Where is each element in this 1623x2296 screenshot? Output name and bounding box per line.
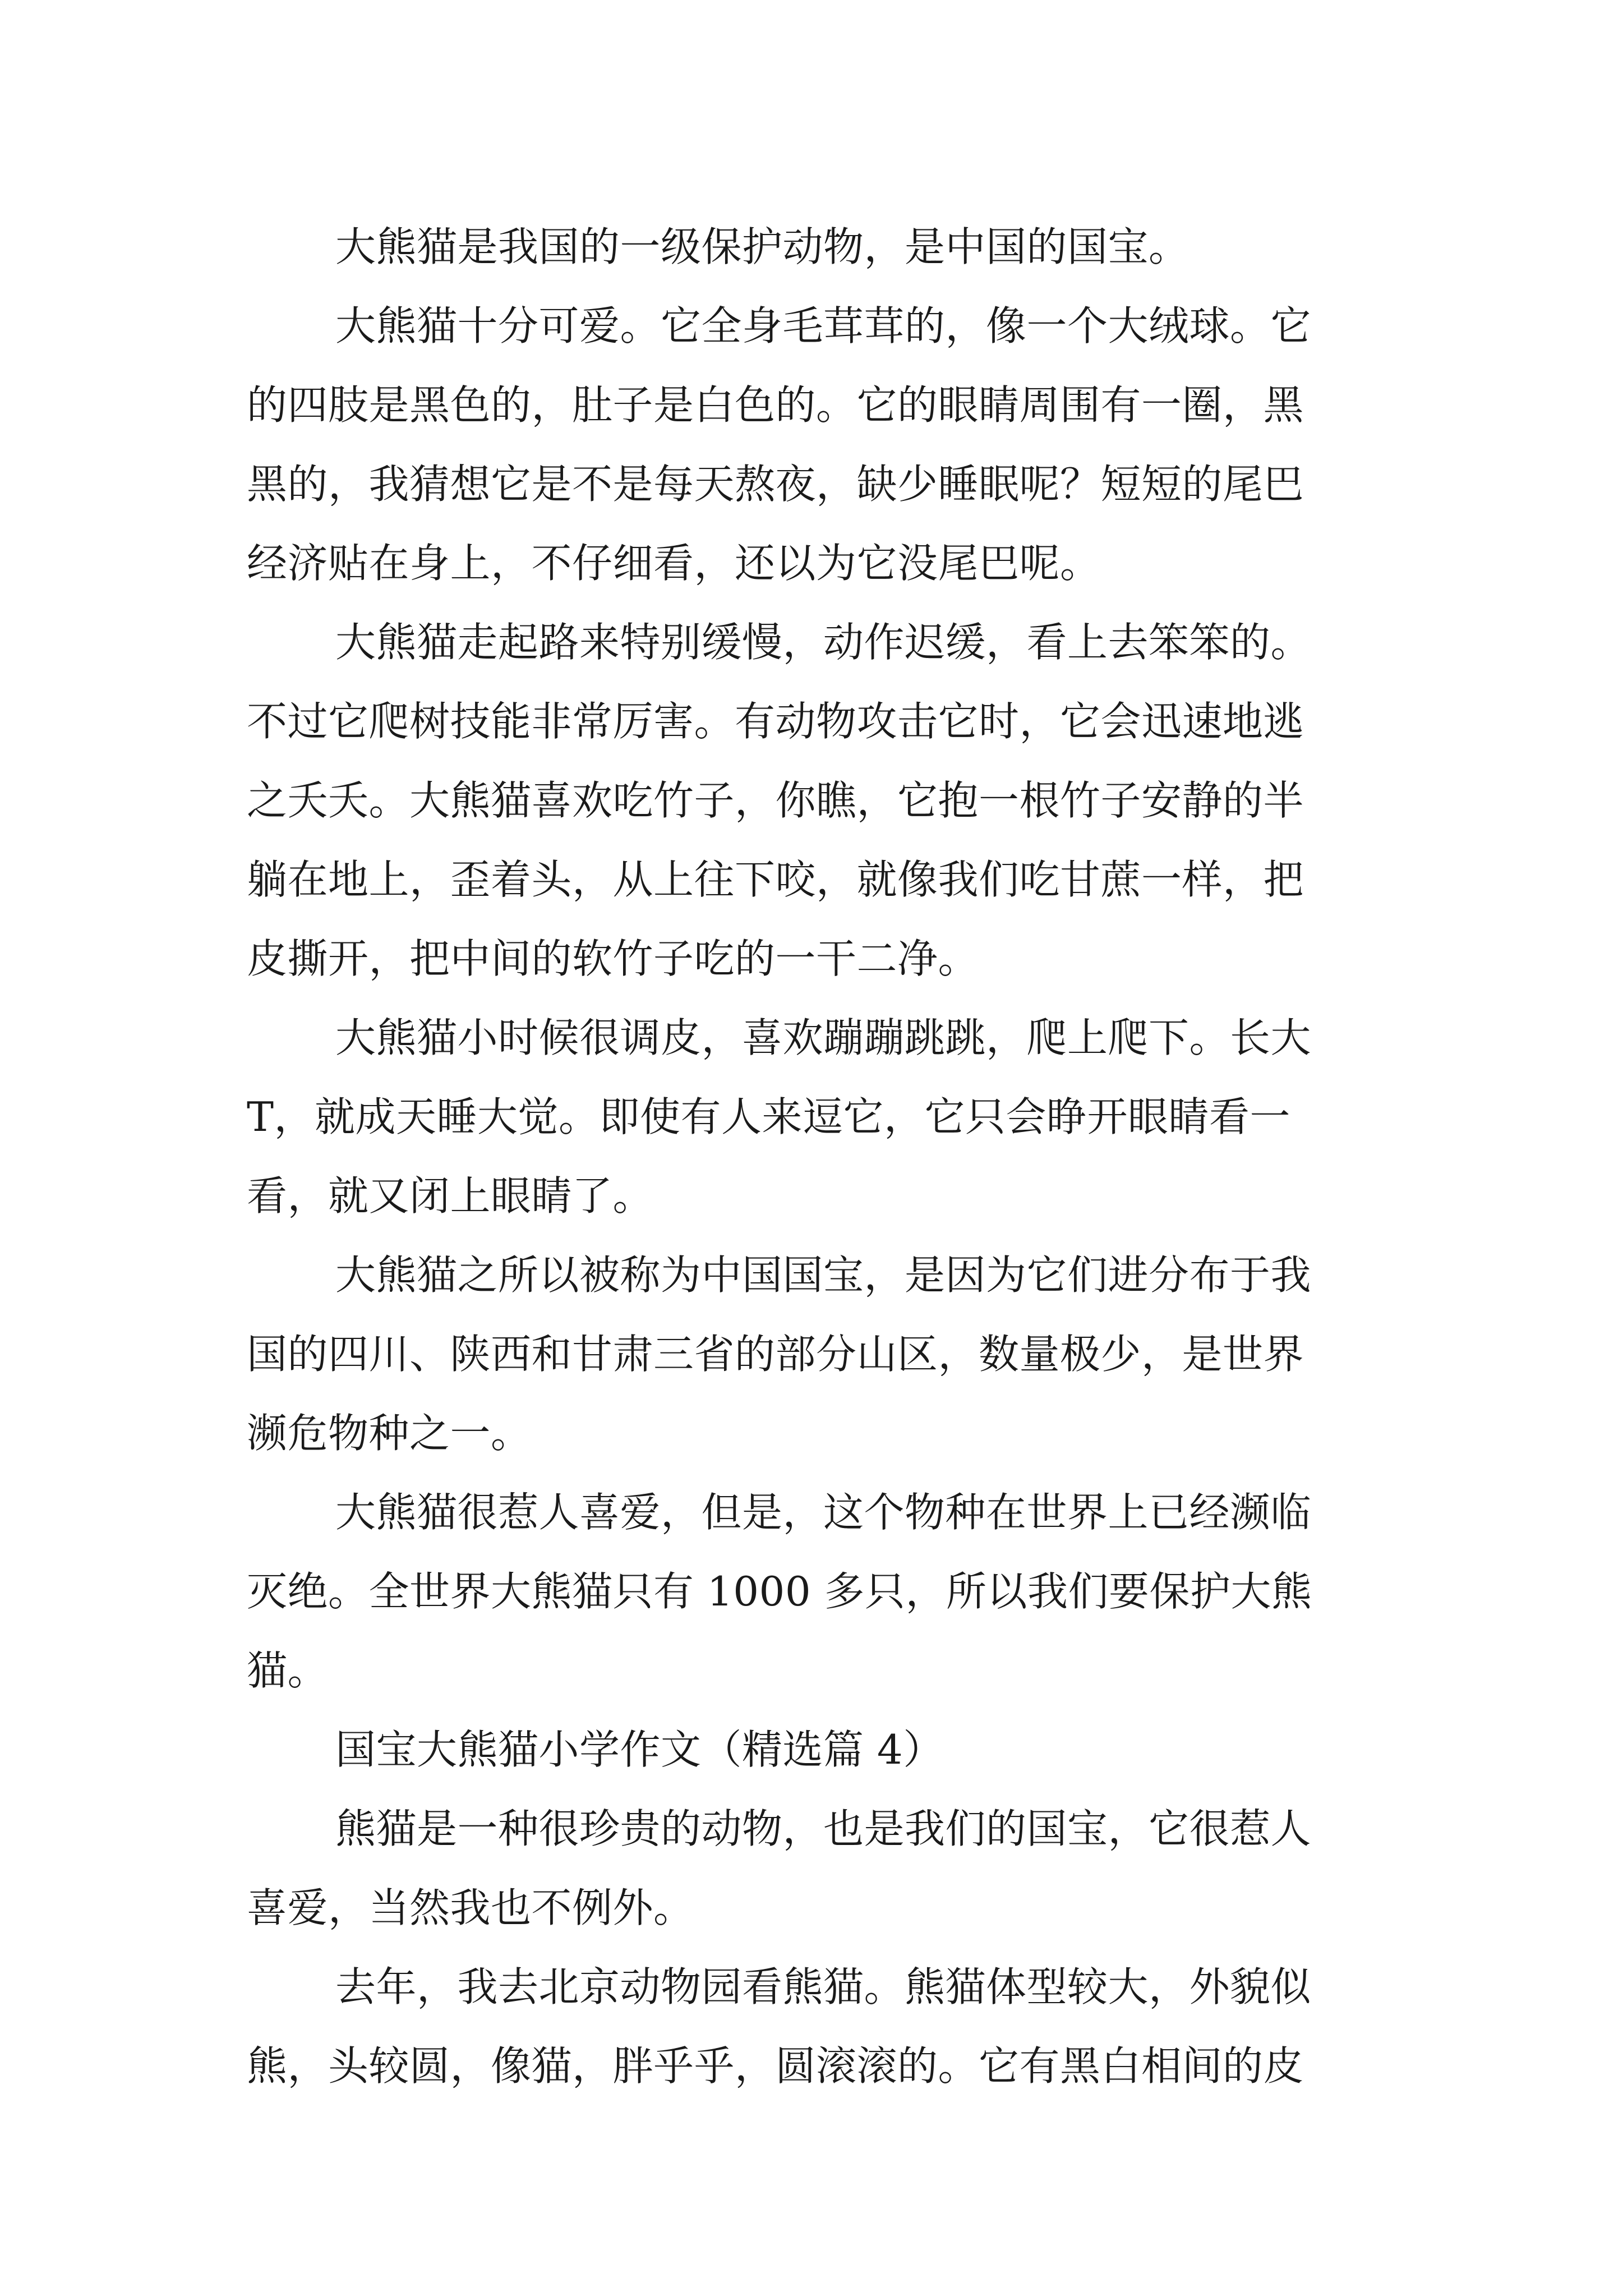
text-line: 的四肢是黑色的，肚子是白色的。它的眼睛周围有一圈，黑 <box>247 381 1304 429</box>
text-line: 大熊猫之所以被称为中国国宝，是因为它们进分布于我 <box>335 1251 1312 1299</box>
text-line: 熊猫是一种很珍贵的动物，也是我们的国宝，它很惹人 <box>335 1805 1312 1852</box>
text-line: 之夭夭。大熊猫喜欢吃竹子，你瞧，它抱一根竹子安静的半 <box>247 777 1304 824</box>
text-line: 国的四川、陕西和甘肃三省的部分山区，数量极少，是世界 <box>247 1331 1304 1378</box>
text-line: T，就成天睡大觉。即使有人来逗它，它只会睁开眼睛看一 <box>247 1093 1291 1140</box>
text-line: 大熊猫走起路来特别缓慢，动作迟缓，看上去笨笨的。 <box>335 619 1312 666</box>
text-line: 去年，我去北京动物园看熊猫。熊猫体型较大，外貌似 <box>335 1963 1312 2010</box>
document-body <box>247 208 1391 2106</box>
text-line: 灭绝。全世界大熊猫只有 1000 多只，所以我们要保护大熊 <box>247 1568 1312 1615</box>
text-line: 猫。 <box>247 1647 329 1694</box>
text-line: 大熊猫十分可爱。它全身毛茸茸的，像一个大绒球。它 <box>335 302 1312 349</box>
section-heading: 国宝大熊猫小学作文（精选篇 4） <box>335 1726 944 1773</box>
text-line: 黑的，我猜想它是不是每天熬夜，缺少睡眠呢？短短的尾巴 <box>247 461 1304 508</box>
text-line: 躺在地上，歪着头，从上往下咬，就像我们吃甘蔗一样，把 <box>247 856 1304 903</box>
text-line: 不过它爬树技能非常厉害。有动物攻击它时，它会迅速地逃 <box>247 698 1304 745</box>
text-line: 喜爱，当然我也不例外。 <box>247 1884 694 1931</box>
text-line: 皮撕开，把中间的软竹子吃的一干二净。 <box>247 935 979 982</box>
text-line: 熊，头较圆，像猫，胖乎乎，圆滚滚的。它有黑白相间的皮 <box>247 2042 1304 2090</box>
text-line: 大熊猫是我国的一级保护动物，是中国的国宝。 <box>335 223 1189 270</box>
text-line: 经济贴在身上，不仔细看，还以为它没尾巴呢。 <box>247 540 1101 587</box>
text-line: 大熊猫很惹人喜爱，但是，这个物种在世界上已经濒临 <box>335 1489 1312 1536</box>
text-line: 濒危物种之一。 <box>247 1410 532 1457</box>
text-line: 看，就又闭上眼睛了。 <box>247 1172 654 1220</box>
text-line: 大熊猫小时候很调皮，喜欢蹦蹦跳跳，爬上爬下。长大 <box>335 1014 1312 1061</box>
